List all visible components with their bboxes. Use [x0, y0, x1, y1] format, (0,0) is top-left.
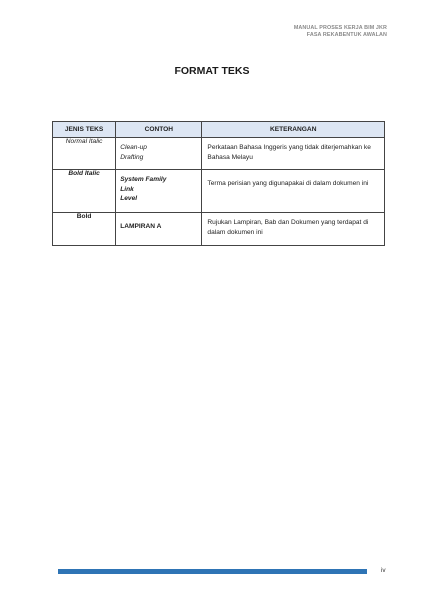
table-row: [53, 213, 385, 246]
keterangan-cell: [202, 170, 385, 213]
contoh-cell: [116, 138, 202, 170]
column-header-jenis: JENIS TEKS: [53, 122, 116, 138]
jenis-cell: [53, 170, 116, 213]
contoh-item: Link: [120, 185, 134, 193]
keterangan-text: Terma perisian yang digunapakai di dalam dokumen ini: [207, 180, 369, 187]
footer-bar: [58, 569, 367, 574]
header-line-2: FASA REKABENTUK AWALAN: [306, 32, 387, 39]
table-header-row: [53, 122, 385, 138]
running-header: [294, 25, 387, 39]
column-header-keterangan: KETERANGAN: [202, 122, 385, 138]
column-header-contoh: CONTOH: [116, 122, 202, 138]
page-title: FORMAT TEKS: [174, 65, 250, 77]
jenis-cell: [53, 213, 116, 246]
keterangan-text: Rujukan Lampiran, Bab dan Dokumen yang terdapat di dalam dokumen ini: [207, 219, 369, 236]
jenis-label: Normal Italic: [65, 138, 103, 145]
jenis-cell: [53, 138, 116, 170]
contoh-item: Drafting: [120, 153, 144, 161]
contoh-item: Clean-up: [120, 144, 147, 151]
contoh-item: LAMPIRAN A: [120, 223, 162, 230]
page-number: iv: [381, 567, 386, 574]
format-table: [52, 121, 385, 246]
table-row: [53, 170, 385, 213]
contoh-cell: [116, 213, 202, 246]
contoh-item: Level: [120, 195, 138, 203]
contoh-item: System Family: [120, 176, 167, 183]
table-row: [53, 138, 385, 170]
keterangan-cell: [202, 213, 385, 246]
jenis-label: Bold Italic: [68, 170, 100, 177]
header-line-1: MANUAL PROSES KERJA BIM JKR: [293, 25, 387, 31]
contoh-cell: [116, 170, 202, 213]
keterangan-cell: [202, 138, 385, 170]
keterangan-text: Perkataan Bahasa Inggeris yang tidak diterjemahkan ke Bahasa Melayu: [207, 144, 371, 161]
jenis-label: Bold: [76, 213, 92, 220]
